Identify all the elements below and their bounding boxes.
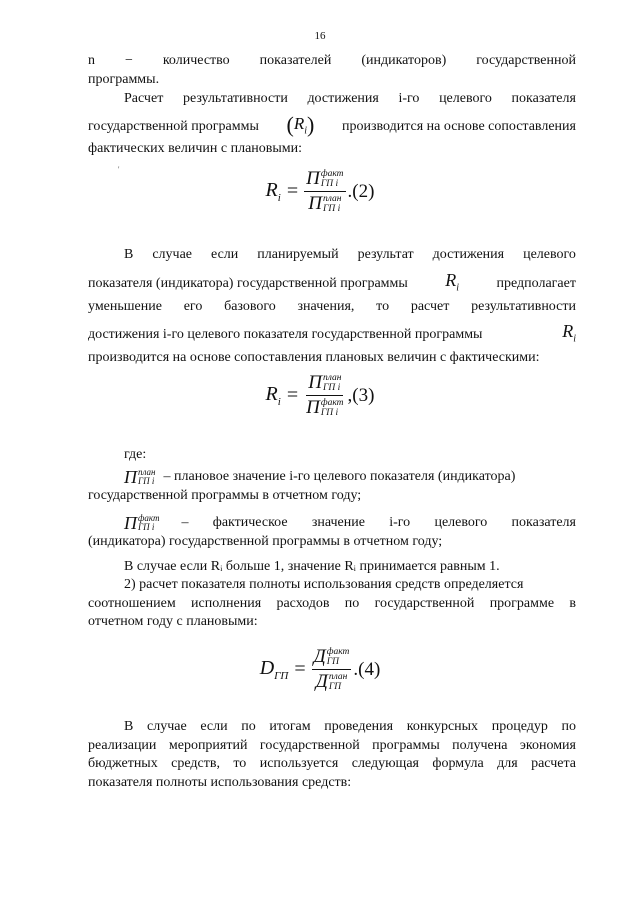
formula-2-denominator: П план ГП i xyxy=(308,193,342,214)
def2-line2: (индикатора) государственной программы в отчетном году; xyxy=(88,533,443,549)
formula-3-numerator: П план ГП i xyxy=(306,372,343,396)
p2-word: Расчет xyxy=(124,91,164,106)
p3-line1: В случае если планируемый результат достижения целевого xyxy=(124,247,576,262)
formula-4 xyxy=(0,646,640,693)
equals-sign: = xyxy=(286,180,299,202)
def2-text: – фактическое значение i-го целевого показателя xyxy=(181,515,576,530)
formula-3-lhs: $R_i$ xyxy=(265,383,281,408)
where-label: где: xyxy=(124,447,147,462)
definition-plan-value xyxy=(88,468,576,505)
p3-line5: производится на основе сопоставления плановых величин с фактическими: xyxy=(88,350,540,366)
page-number: 16 xyxy=(314,30,326,42)
p1-line2: программы. xyxy=(88,71,160,87)
formula-4-denominator: Д план ГП xyxy=(315,671,348,692)
formula-2-fraction xyxy=(304,168,345,215)
def1-text: – плановое значение i-го целевого показателя (индикатора) xyxy=(163,469,516,484)
p2-line2 xyxy=(88,111,576,141)
p5-line3: отчетном году с плановыми: xyxy=(88,614,258,629)
p3-line3: уменьшение его базового значения, то расчет результативности xyxy=(88,298,576,314)
paragraph-ri-cap: В случае если Rᵢ больше 1, значение Rᵢ принимается равным 1. xyxy=(124,559,500,574)
p2-word: целевого xyxy=(439,91,492,106)
formula-4-number: .(4) xyxy=(353,658,381,680)
p1-word: государственной xyxy=(476,53,576,68)
stray-mark: ' xyxy=(118,165,120,174)
p2-line1 xyxy=(88,90,576,109)
formula-4-lhs: $D_{ГП}$ xyxy=(259,657,289,682)
p6-line2: реализации мероприятий государственной программы получена экономия xyxy=(88,737,576,753)
def1-line2: государственной программы в отчетном году; xyxy=(88,487,362,503)
def2-line1 xyxy=(88,514,576,533)
p2-text-b: производится на основе сопоставления xyxy=(341,119,576,135)
p1-word: показателей xyxy=(259,53,332,68)
equals-sign: = xyxy=(294,658,306,680)
p1-word: (индикаторов) xyxy=(361,53,447,68)
formula-2-numerator: П факт ГП i xyxy=(304,168,345,192)
p1-word: количество xyxy=(162,53,230,68)
ri-inline-symbol: $(R_i)$ xyxy=(286,111,315,137)
p2-word: достижения xyxy=(307,91,379,106)
formula-2 xyxy=(0,168,640,215)
p1-word: n xyxy=(88,53,95,68)
formula-3 xyxy=(0,372,640,419)
p-plan-symbol: П план ГП i xyxy=(124,467,156,487)
paragraph-ri-calculation xyxy=(88,90,576,159)
p3-line4: достижения i-го целевого показателя государственной программы $R_i$ xyxy=(88,322,576,349)
p2-word: i-го xyxy=(398,91,420,106)
p2-word: показателя xyxy=(511,91,576,106)
p1-word: − xyxy=(124,53,133,68)
def1-line1 xyxy=(88,468,576,487)
p6-line3: бюджетных средств, то используется следующая формула для расчета xyxy=(88,756,576,771)
p5-line1: 2) расчет показателя полноты использования средств определяется xyxy=(124,577,524,592)
definition-fact-value xyxy=(88,514,576,551)
ri-inline-symbol: $R_i$ xyxy=(562,321,576,345)
formula-2-lhs: $R_i$ xyxy=(265,179,281,204)
paragraph-n-definition xyxy=(88,52,576,89)
formula-3-denominator: П факт ГП i xyxy=(306,397,344,418)
p-fact-symbol: П факт ГП i xyxy=(124,513,160,533)
p6-line4: показателя полноты использования средств: xyxy=(88,774,352,790)
p5-line2: соотношением исполнения расходов по государственной программе в xyxy=(88,595,576,611)
p6-line1: В случае если по итогам проведения конкурсных процедур по xyxy=(124,719,576,734)
paragraph-funds-usage xyxy=(88,576,576,632)
formula-3-fraction xyxy=(304,372,345,419)
formula-4-fraction xyxy=(312,646,352,693)
ri-inline-symbol: $R_i$ xyxy=(445,269,460,294)
p2-line3: фактических величин с плановыми: xyxy=(88,141,303,157)
formula-3-number: ,(3) xyxy=(347,384,375,406)
formula-4-numerator: Д факт ГП xyxy=(312,646,352,670)
p2-word: результативности xyxy=(182,91,288,106)
p2-text-a: государственной программы xyxy=(88,119,259,135)
p3-line2: показателя (индикатора) государственной программы $R_i$ предполагает xyxy=(88,271,576,298)
paragraph-reduction-case xyxy=(88,246,576,368)
paragraph-savings-case xyxy=(88,718,576,792)
p1-line1 xyxy=(88,52,576,71)
equals-sign: = xyxy=(286,384,299,406)
formula-2-number: .(2) xyxy=(347,180,375,202)
